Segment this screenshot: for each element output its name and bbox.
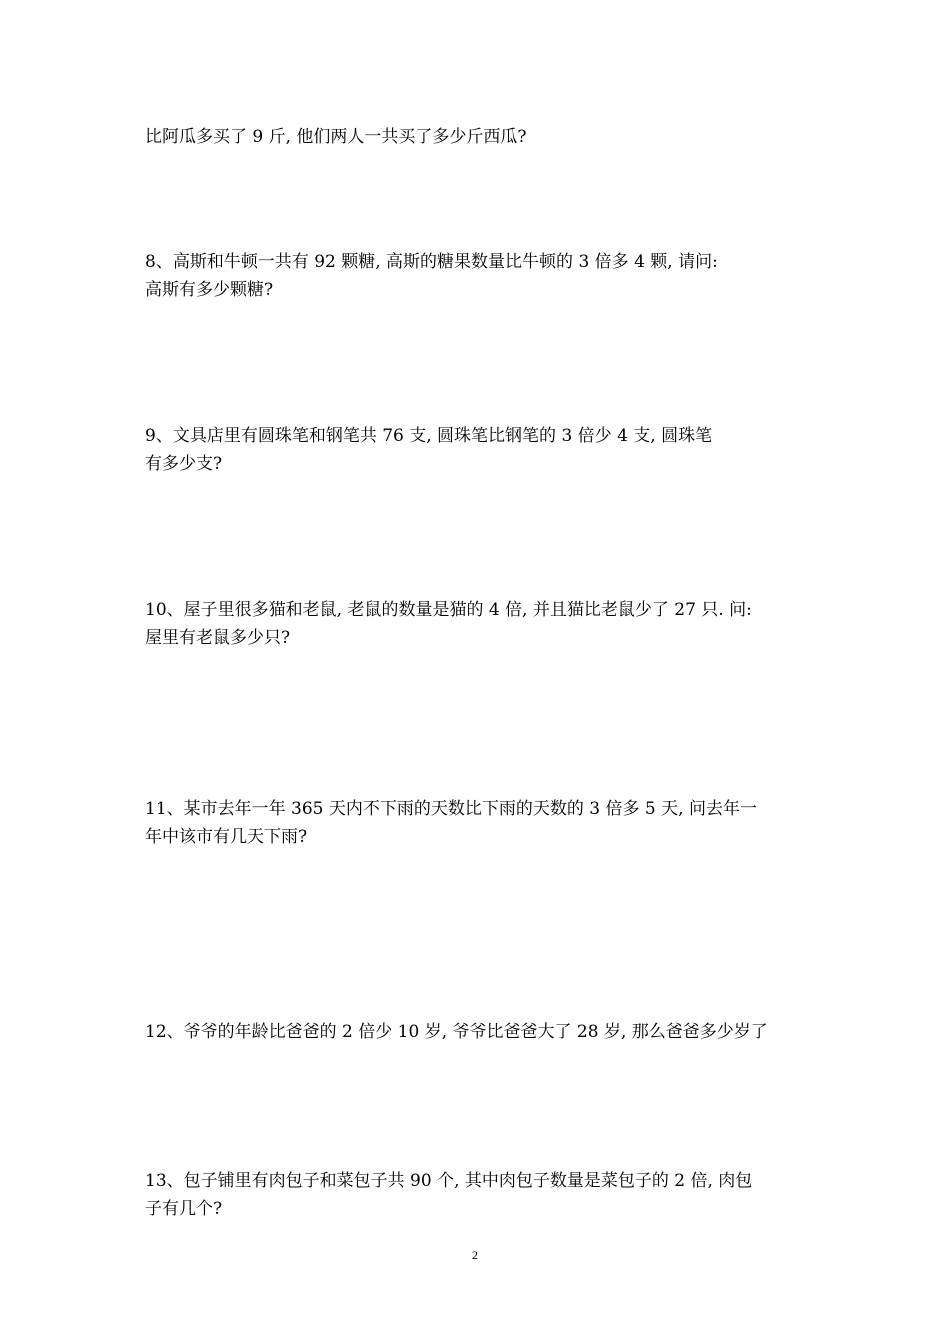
problem-line: 10、屋子里很多猫和老鼠, 老鼠的数量是猫的 4 倍, 并且猫比老鼠少了 27 只. 问:	[145, 600, 752, 620]
problem-line: 屋里有老鼠多少只?	[145, 628, 291, 648]
problem-line: 13、包子铺里有肉包子和菜包子共 90 个, 其中肉包子数量是菜包子的 2 倍, 肉包	[145, 1171, 753, 1191]
problem-7-continuation	[145, 123, 810, 151]
problem-line: 11、某市去年一年 365 天内不下雨的天数比下雨的天数的 3 倍多 5 天, 问去年一	[145, 799, 757, 819]
problem-line: 年中该市有几天下雨?	[145, 827, 308, 847]
problem-line: 9、文具店里有圆珠笔和钢笔共 76 支, 圆珠笔比钢笔的 3 倍少 4 支, 圆珠笔	[145, 426, 713, 446]
problem-10	[145, 596, 810, 652]
problem-9	[145, 422, 810, 478]
problem-12	[145, 1018, 810, 1046]
problem-8	[145, 248, 810, 304]
page-number: 2	[472, 1248, 478, 1262]
problem-line: 子有几个?	[145, 1199, 223, 1219]
problem-11	[145, 795, 810, 851]
problem-line: 8、高斯和牛顿一共有 92 颗糖, 高斯的糖果数量比牛顿的 3 倍多 4 颗, 请问:	[145, 252, 718, 272]
problem-line: 12、爷爷的年龄比爸爸的 2 倍少 10 岁, 爷爷比爸爸大了 28 岁, 那么爸爸多少岁了	[145, 1022, 768, 1042]
problem-line: 高斯有多少颗糖?	[145, 280, 274, 300]
problem-13	[145, 1167, 810, 1223]
problem-line: 比阿瓜多买了 9 斤, 他们两人一共买了多少斤西瓜?	[145, 127, 527, 147]
problem-line: 有多少支?	[145, 454, 223, 474]
